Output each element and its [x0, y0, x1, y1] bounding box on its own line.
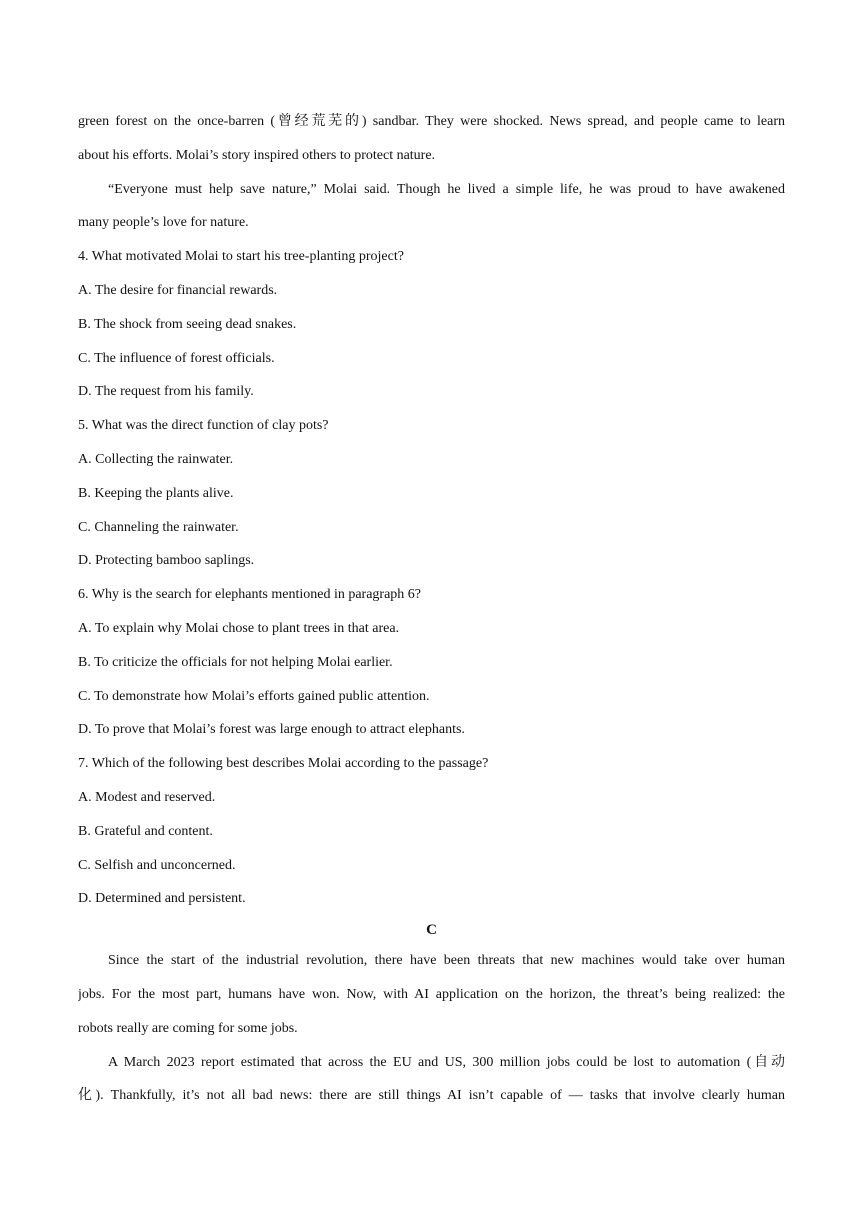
section-c: [78, 916, 785, 1113]
paragraph-line: about his efforts. Molai’s story inspired others to protect nature.: [78, 147, 436, 163]
paragraph-line: jobs. For the most part, humans have won. Now, with AI application on the horizon, the threat’s being realized: the: [78, 986, 785, 1002]
section-heading: C: [426, 922, 437, 939]
question-stem: 6. Why is the search for elephants mentioned in paragraph 6?: [78, 587, 422, 603]
question-7: [78, 747, 785, 916]
answer-option: C. To demonstrate how Molai’s efforts gained public attention.: [78, 688, 430, 704]
paragraph-line: 化). Thankfully, it’s not all bad news: there are still things AI isn’t capable of — tasks that involve clearly human: [78, 1088, 785, 1104]
paragraph-line: Since the start of the industrial revolution, there have been threats that new machines would take over human: [108, 953, 785, 969]
question-4: [78, 240, 785, 409]
question-stem: 4. What motivated Molai to start his tree-planting project?: [78, 249, 404, 265]
answer-option: B. To criticize the officials for not helping Molai earlier.: [78, 654, 393, 670]
question-5: [78, 409, 785, 578]
question-6: [78, 578, 785, 747]
answer-option: D. Protecting bamboo saplings.: [78, 553, 255, 569]
paragraph-line: robots really are coming for some jobs.: [78, 1020, 298, 1036]
answer-option: C. Channeling the rainwater.: [78, 519, 239, 535]
answer-option: A. The desire for financial rewards.: [78, 282, 278, 298]
question-stem: 7. Which of the following best describes Molai according to the passage?: [78, 756, 489, 772]
answer-option: A. Collecting the rainwater.: [78, 451, 234, 467]
passage-b-tail: [78, 105, 785, 240]
answer-option: C. Selfish and unconcerned.: [78, 857, 236, 873]
document-page: [78, 105, 785, 1113]
answer-option: C. The influence of forest officials.: [78, 350, 275, 366]
answer-option: A. Modest and reserved.: [78, 789, 216, 805]
paragraph-line: “Everyone must help save nature,” Molai said. Though he lived a simple life, he was proud to have awakened: [108, 181, 785, 197]
answer-option: D. The request from his family.: [78, 384, 254, 400]
answer-option: D. To prove that Molai’s forest was large enough to attract elephants.: [78, 722, 465, 738]
answer-option: B. Grateful and content.: [78, 823, 213, 839]
paragraph-line: A March 2023 report estimated that across the EU and US, 300 million jobs could be lost to automation (自动: [108, 1054, 785, 1070]
answer-option: A. To explain why Molai chose to plant trees in that area.: [78, 620, 400, 636]
paragraph-line: many people’s love for nature.: [78, 215, 249, 231]
question-stem: 5. What was the direct function of clay pots?: [78, 418, 329, 434]
answer-option: B. The shock from seeing dead snakes.: [78, 316, 297, 332]
answer-option: D. Determined and persistent.: [78, 891, 246, 907]
paragraph-line: green forest on the once-barren (曾经荒芜的) sandbar. They were shocked. News spread, and people came to learn: [78, 114, 785, 129]
answer-option: B. Keeping the plants alive.: [78, 485, 234, 501]
